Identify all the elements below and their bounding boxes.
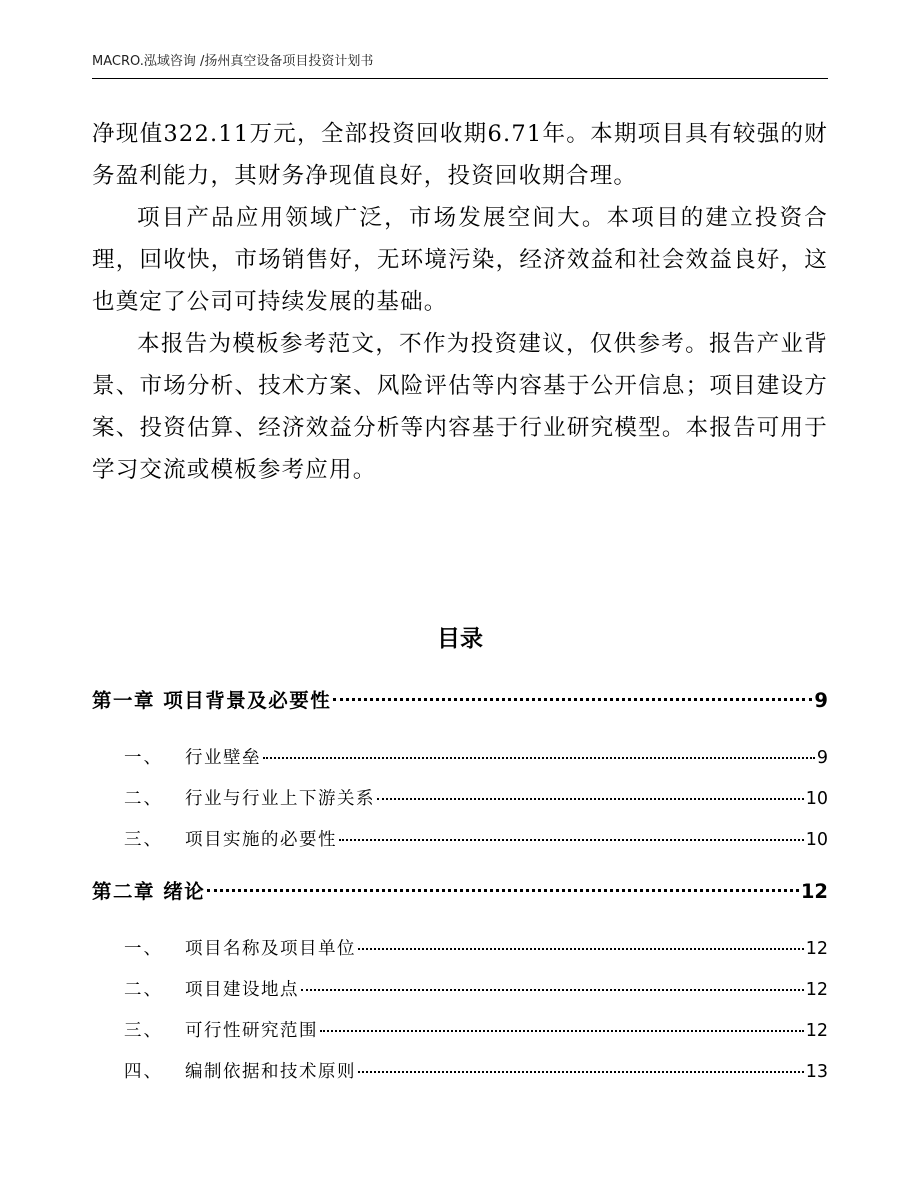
toc-entry-label: 编制依据和技术原则	[185, 1062, 356, 1082]
toc-section-1-2[interactable]	[92, 779, 828, 820]
toc-section-2-3[interactable]	[92, 1011, 828, 1052]
toc-entry-number: 三、	[124, 1021, 163, 1041]
toc-chapter-1[interactable]	[92, 676, 828, 726]
toc-leader	[207, 889, 799, 892]
toc-page-number: 9	[816, 748, 828, 768]
paragraph-3: 本报告为模板参考范文，不作为投资建议，仅供参考。报告产业背景、市场分析、技术方案、风险评估等内容基于公开信息；项目建设方案、投资估算、经济效益分析等内容基于行业研究模型。本报告可用于学习交流或模板参考应用。	[92, 331, 828, 483]
toc-entry-label: 第一章 项目背景及必要性	[92, 689, 332, 712]
body-text	[92, 113, 828, 491]
toc-page-number: 13	[805, 1062, 828, 1082]
toc-entry-label: 行业壁垒	[185, 748, 261, 768]
toc-entry-number: 一、	[124, 939, 163, 959]
toc-entry-label: 项目名称及项目单位	[185, 939, 356, 959]
toc-entry-label: 行业与行业上下游关系	[185, 789, 375, 809]
toc-leader	[263, 757, 815, 759]
toc-section-2-2[interactable]	[92, 970, 828, 1011]
toc-page-number: 10	[805, 789, 828, 809]
toc-page-number: 12	[805, 1021, 828, 1041]
toc-chapter-2[interactable]	[92, 867, 828, 917]
toc-leader	[358, 948, 804, 950]
toc-entry-number: 二、	[124, 980, 163, 1000]
toc-page-number: 10	[805, 830, 828, 850]
toc-entry-label: 可行性研究范围	[185, 1021, 318, 1041]
page-header: MACRO.泓域咨询 /扬州真空设备项目投资计划书	[92, 50, 828, 79]
toc-page-number: 12	[800, 880, 828, 903]
toc-page-number: 9	[814, 689, 828, 712]
paragraph-1: 净现值322.11万元，全部投资回收期6.71年。本期项目具有较强的财务盈利能力，其财务净现值良好，投资回收期合理。	[92, 121, 828, 189]
toc-leader	[358, 1071, 804, 1073]
toc-entry-number: 一、	[124, 748, 163, 768]
toc-section-2-4[interactable]	[92, 1052, 828, 1093]
toc-entry-number: 二、	[124, 789, 163, 809]
toc-leader	[377, 798, 804, 800]
toc-leader	[339, 839, 804, 841]
toc-title: 目录	[437, 626, 483, 652]
toc-leader	[301, 989, 804, 991]
toc-leader	[333, 698, 812, 701]
paragraph-2: 项目产品应用领域广泛，市场发展空间大。本项目的建立投资合理，回收快，市场销售好，无环境污染，经济效益和社会效益良好，这也奠定了公司可持续发展的基础。	[92, 205, 828, 315]
toc-leader	[320, 1030, 804, 1032]
toc-entry-label: 项目实施的必要性	[185, 830, 337, 850]
toc-entry-number: 三、	[124, 830, 163, 850]
toc-page-number: 12	[805, 980, 828, 1000]
toc-section-2-1[interactable]	[92, 929, 828, 970]
toc-entry-number: 四、	[124, 1062, 163, 1082]
toc-section-1-3[interactable]	[92, 820, 828, 861]
table-of-contents	[92, 676, 828, 1093]
toc-entry-label: 第二章 绪论	[92, 880, 206, 903]
toc-page-number: 12	[805, 939, 828, 959]
toc-section-1-1[interactable]	[92, 738, 828, 779]
toc-entry-label: 项目建设地点	[185, 980, 299, 1000]
